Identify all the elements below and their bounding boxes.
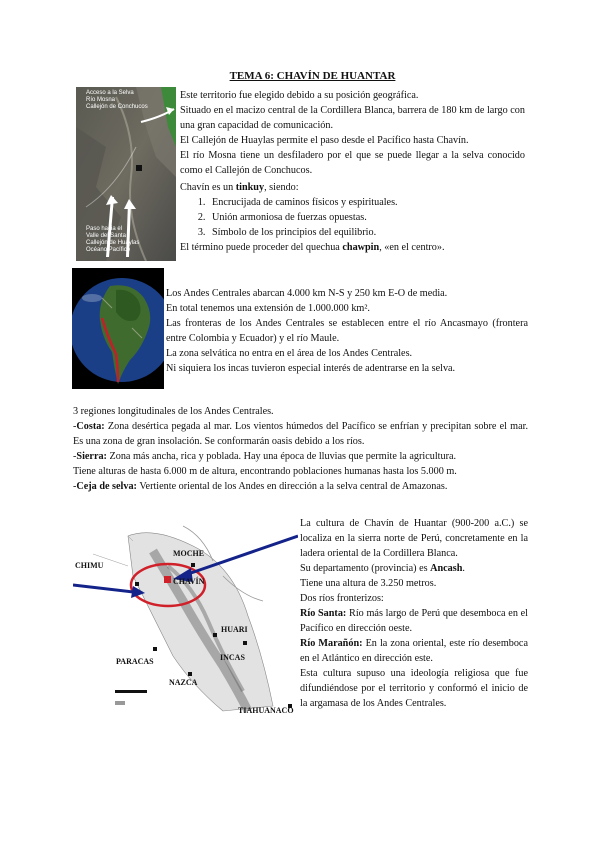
list-item: 2. Unión armoniosa de fuerzas opuestas. xyxy=(208,210,525,225)
peru-cultures-map xyxy=(73,506,298,718)
list-item: 1. Encrucijada de caminos físicos y espirituales. xyxy=(208,195,525,210)
south-america-globe-image xyxy=(72,268,164,389)
satellite-labels-bottom: Paso hacia el Valle del Santa Callejón de Huaylas Océano Pacífico xyxy=(86,226,140,253)
paragraph: Este territorio fue elegido debido a su posición geográfica. xyxy=(180,90,419,101)
tinkuy-list xyxy=(180,195,525,240)
paragraph: Los Andes Centrales abarcan 4.000 km N-S y 250 km E-O de media. xyxy=(166,288,448,299)
map-label-tiahuanaco: TIAHUANACO xyxy=(238,706,294,715)
map-label-chimu: CHIMU xyxy=(75,561,104,570)
map-label-huari: HUARI xyxy=(221,625,248,634)
map-label-incas: INCAS xyxy=(220,653,245,662)
paragraph: Las fronteras de los Andes Centrales se establecen entre el río Ancasmayo (frontera entre Colombia y Ecuador) y el río Maule. xyxy=(166,318,528,344)
satellite-valley-image xyxy=(76,87,176,261)
paragraph: Su departamento (provincia) es Ancash. xyxy=(300,563,465,574)
paragraph: Situado en el macizo central de la Cordillera Blanca, barrera de 180 km de largo con una gran capacidad de comunicación. xyxy=(180,105,525,131)
map-label-moche: MOCHE xyxy=(173,549,205,558)
paragraph: -Ceja de selva: Vertiente oriental de los Andes en dirección a la selva central de Amazonas. xyxy=(73,481,448,492)
paragraph: El Callejón de Huaylas permite el paso desde el Pacífico hasta Chavín. xyxy=(180,135,469,146)
paragraph: La cultura de Chavín de Huantar (900-200 a.C.) se localiza en la sierra norte de Perú, concretamente en la ladera oriental de la Cordillera Blanca. xyxy=(300,518,528,559)
paragraph: Tiene alturas de hasta 6.000 m de altura, encontrando poblaciones humanas hasta los 5.000 m. xyxy=(73,466,457,477)
map-label-chavin: CHAVÍN xyxy=(173,577,205,586)
section3-text xyxy=(73,404,528,494)
map-label-nazca: NAZCA xyxy=(169,678,198,687)
list-item: 3. Símbolo de los principios del equilibrio. xyxy=(208,225,525,240)
map-label-paracas: PARACAS xyxy=(116,657,154,666)
paragraph: Río Santa: Río más largo de Perú que desemboca en el Pacífico en dirección oeste. xyxy=(300,608,528,634)
section2-text xyxy=(166,286,528,376)
paragraph: Ni siquiera los incas tuvieron especial interés de adentrarse en la selva. xyxy=(166,363,456,374)
paragraph: La zona selvática no entra en el área de los Andes Centrales. xyxy=(166,348,413,359)
section4-text xyxy=(300,516,528,711)
paragraph: Río Marañón: En la zona oriental, este río desemboca en el Atlántico en dirección este. xyxy=(300,638,528,664)
paragraph: Tiene una altura de 3.250 metros. xyxy=(300,578,437,589)
paragraph: 3 regiones longitudinales de los Andes Centrales. xyxy=(73,406,274,417)
paragraph: En total tenemos una extensión de 1.000.000 km². xyxy=(166,303,370,314)
section1-text xyxy=(180,88,525,255)
paragraph: Dos ríos fronterizos: xyxy=(300,593,384,604)
page-title: TEMA 6: CHAVÍN DE HUANTAR xyxy=(229,70,396,82)
paragraph: El río Mosna tiene un desfiladero por el que se puede llegar a la selva conocido como el Callejón de Conchucos. xyxy=(180,150,525,176)
paragraph: Chavín es un tinkuy, siendo: xyxy=(180,182,299,193)
paragraph: -Costa: Zona desértica pegada al mar. Los vientos húmedos del Pacífico se enfrían y precipitan sobre el mar. Es una zona de gran insolación. Se conformarán oasis debido a los ríos. xyxy=(73,421,528,447)
paragraph: El término puede proceder del quechua chawpin, «en el centro». xyxy=(180,242,445,253)
satellite-labels-top: Acceso a la Selva Río Mosna Callejón de Conchucos xyxy=(86,90,148,110)
paragraph: Esta cultura supuso una ideología religiosa que fue difundiéndose por el territorio y conformó el inicio de la argamasa de los Andes Centrales. xyxy=(300,668,528,709)
paragraph: -Sierra: Zona más ancha, rica y poblada. Hay una época de lluvias que permite la agricultura. xyxy=(73,451,457,462)
